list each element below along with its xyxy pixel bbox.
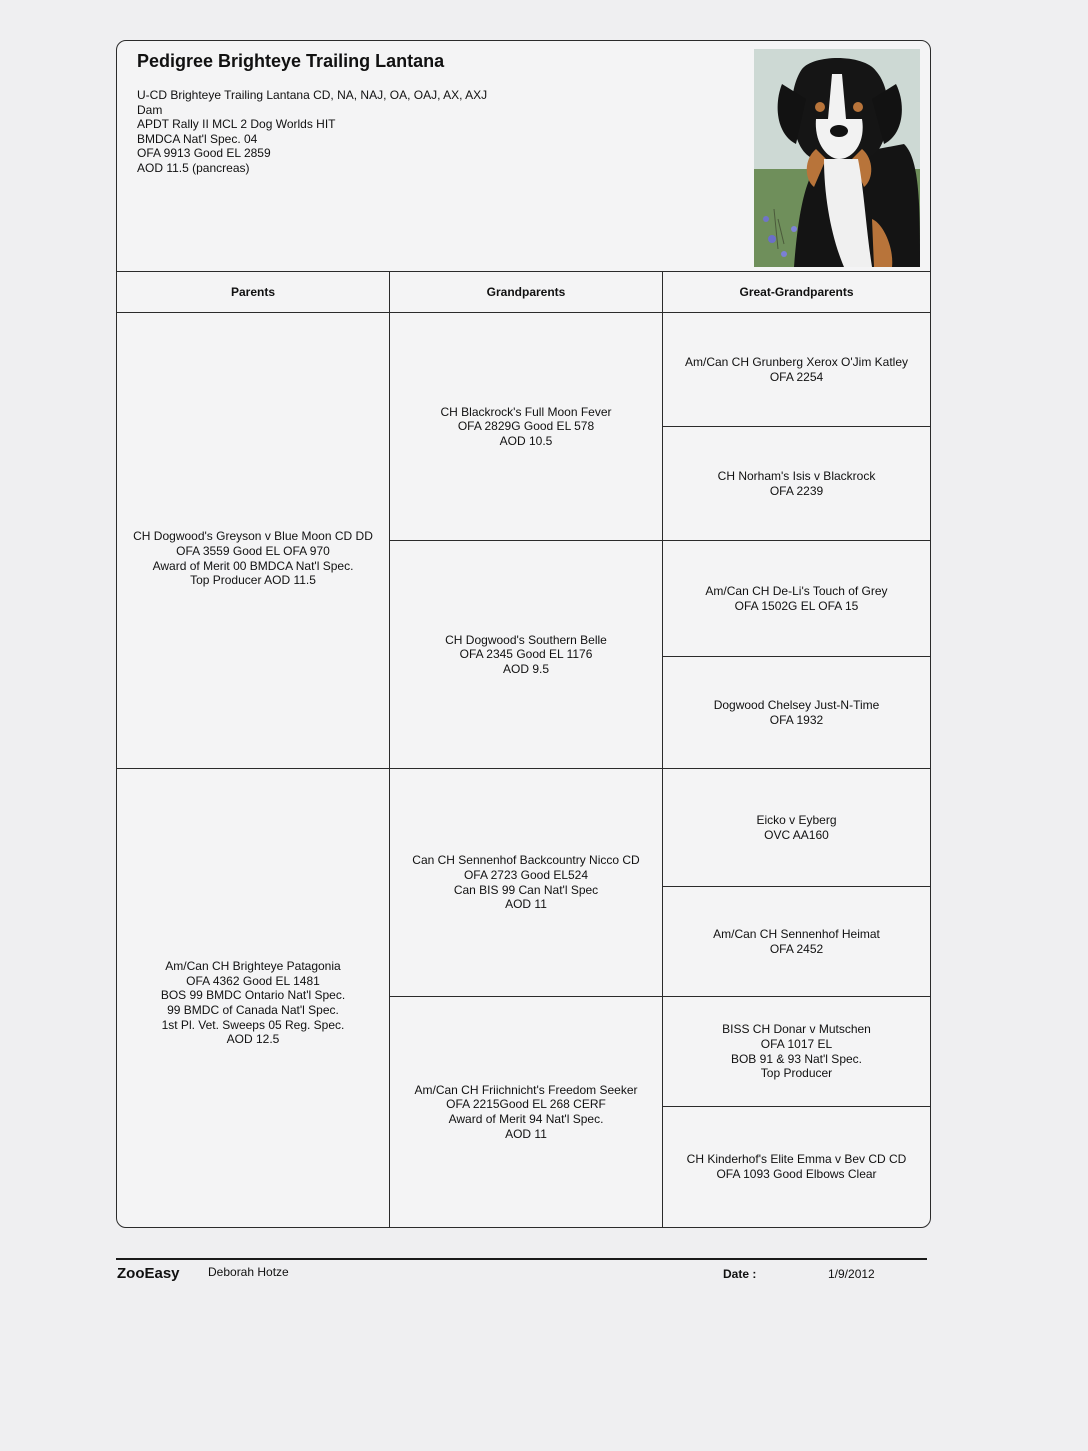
- date-label: Date :: [723, 1267, 757, 1281]
- pedigree-line: OFA 2254: [769, 369, 824, 384]
- parent-dam: [117, 769, 389, 1227]
- pedigree-line: Am/Can CH Sennenhof Heimat: [713, 926, 880, 941]
- grandparent-4: [390, 997, 662, 1227]
- pedigree-line: OFA 3559 Good EL OFA 970: [176, 543, 330, 558]
- column-headers: [117, 272, 930, 313]
- great-grandparent-6: [663, 887, 930, 996]
- pedigree-line: BISS CH Donar v Mutschen: [722, 1022, 871, 1037]
- pedigree-line: OFA 1093 Good Elbows Clear: [716, 1167, 877, 1181]
- great-grandparent-1: [663, 313, 930, 426]
- brand-name: ZooEasy: [117, 1265, 180, 1282]
- pedigree-line: CH Dogwood's Southern Belle: [445, 632, 607, 647]
- pedigree-line: Top Producer AOD 11.5: [190, 573, 316, 588]
- parent-sire: [117, 313, 389, 768]
- dog-details: [137, 88, 487, 176]
- pedigree-line: Am/Can CH Brighteye Patagonia: [165, 959, 341, 974]
- dog-photo: [754, 49, 920, 267]
- pedigree-line: OFA 1932: [769, 712, 824, 727]
- footer-rule: [116, 1258, 927, 1260]
- pedigree-line: CH Blackrock's Full Moon Fever: [440, 404, 612, 419]
- date-value: 1/9/2012: [828, 1267, 875, 1281]
- great-grandparent-8: [663, 1107, 930, 1227]
- great-grandparent-3: [663, 541, 930, 656]
- pedigree-sheet: [116, 40, 931, 1228]
- dog-detail-line: U-CD Brighteye Trailing Lantana CD, NA, NAJ, OA, OAJ, AX, AXJ: [137, 88, 488, 102]
- pedigree-line: BOB 91 & 93 Nat'l Spec.: [730, 1051, 862, 1066]
- pedigree-line: Am/Can CH De-Li's Touch of Grey: [705, 583, 888, 598]
- dog-detail-line: Dam: [137, 102, 163, 117]
- pedigree-line: AOD 10.5: [499, 433, 553, 448]
- pedigree-line: Am/Can CH Friichnicht's Freedom Seeker: [414, 1082, 638, 1097]
- pedigree-line: OVC AA160: [764, 827, 829, 842]
- pedigree-line: OFA 4362 Good EL 1481: [186, 973, 320, 988]
- grandparent-2: [390, 541, 662, 768]
- column-header-great-grandparents: Great-Grandparents: [739, 285, 854, 299]
- pedigree-line: AOD 9.5: [502, 661, 550, 676]
- pedigree-line: AOD 11: [505, 897, 547, 912]
- grandparent-3: [390, 769, 662, 996]
- grandparent-1: [390, 313, 662, 540]
- pedigree-line: 1st Pl. Vet. Sweeps 05 Reg. Spec.: [161, 1017, 345, 1032]
- dog-detail-line: APDT Rally II MCL 2 Dog Worlds HIT: [137, 117, 336, 132]
- pedigree-line: Award of Merit 94 Nat'l Spec.: [448, 1112, 604, 1126]
- great-grandparent-2: [663, 427, 930, 540]
- dog-detail-line: BMDCA Nat'l Spec. 04: [137, 131, 258, 146]
- pedigree-line: OFA 2215Good EL 268 CERF: [446, 1097, 606, 1112]
- pedigree-line: CH Norham's Isis v Blackrock: [717, 468, 876, 483]
- pedigree-line: Am/Can CH Grunberg Xerox O'Jim Katley: [684, 354, 909, 369]
- pedigree-line: Can BIS 99 Can Nat'l Spec: [453, 882, 599, 897]
- pedigree-line: OFA 1502G EL OFA 15: [734, 598, 859, 613]
- pedigree-line: Eicko v Eyberg: [756, 812, 837, 827]
- pedigree-header: [117, 41, 930, 272]
- pedigree-line: 99 BMDC of Canada Nat'l Spec.: [167, 1003, 339, 1017]
- great-grandparent-4: [663, 657, 930, 768]
- pedigree-line: OFA 2452: [769, 941, 824, 956]
- pedigree-line: Dogwood Chelsey Just-N-Time: [713, 697, 880, 712]
- dog-detail-line: AOD 11.5 (pancreas): [137, 160, 250, 175]
- pedigree-line: OFA 2723 Good EL524: [463, 867, 589, 882]
- pedigree-line: AOD 12.5: [226, 1032, 280, 1047]
- pedigree-line: Award of Merit 00 BMDCA Nat'l Spec.: [152, 558, 354, 573]
- column-header-grandparents: Grandparents: [486, 285, 566, 299]
- pedigree-line: BOS 99 BMDC Ontario Nat'l Spec.: [160, 988, 346, 1003]
- pedigree-line: OFA 2345 Good EL 1176: [459, 647, 593, 662]
- pedigree-line: AOD 11: [505, 1126, 547, 1141]
- page-title: Pedigree Brighteye Trailing Lantana: [137, 51, 445, 71]
- dog-detail-line: OFA 9913 Good EL 2859: [137, 146, 271, 161]
- owner-name: Deborah Hotze: [208, 1265, 289, 1279]
- column-header-parents: Parents: [230, 285, 276, 299]
- pedigree-line: CH Dogwood's Greyson v Blue Moon CD DD: [133, 529, 373, 544]
- pedigree-line: OFA 2239: [769, 483, 824, 498]
- pedigree-line: Can CH Sennenhof Backcountry Nicco CD: [412, 853, 640, 868]
- pedigree-line: OFA 1017 EL: [760, 1036, 833, 1051]
- pedigree-line: CH Kinderhof's Elite Emma v Bev CD CD: [686, 1152, 907, 1167]
- great-grandparent-5: [663, 769, 930, 886]
- great-grandparent-7: [663, 997, 930, 1106]
- pedigree-line: OFA 2829G Good EL 578: [457, 419, 595, 434]
- pedigree-line: Top Producer: [760, 1066, 833, 1081]
